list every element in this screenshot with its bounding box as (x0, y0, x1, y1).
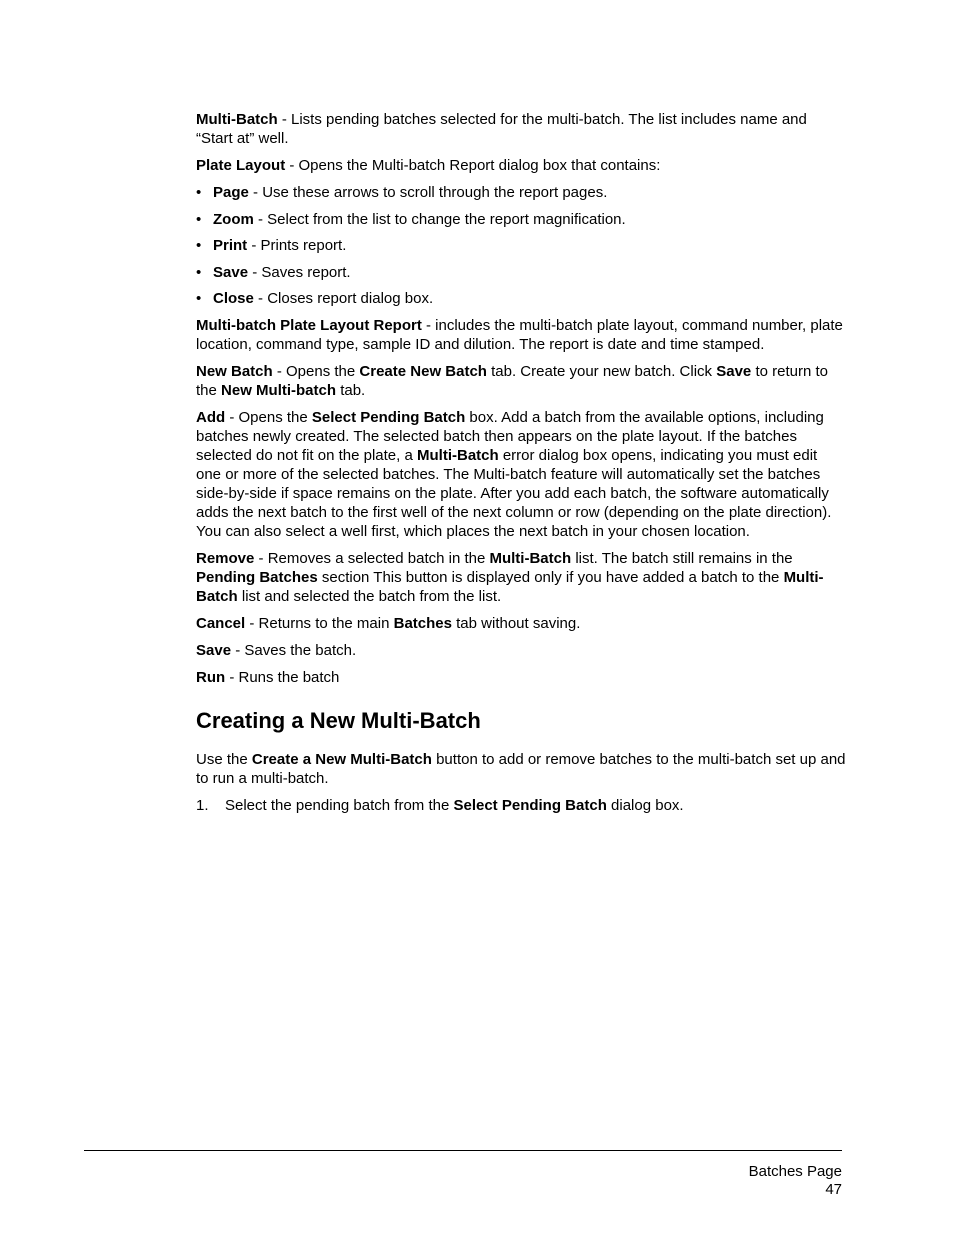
def-report (196, 316, 846, 354)
bold-run: New Multi-batch (221, 382, 337, 399)
section-intro (196, 750, 846, 788)
text-run: error dialog box opens, indicating you must edit one or more of the selected batches. The Multi-batch feature will automatically set the batches side-by-side if space remains on the plate. After you add each batch, the software automatically adds the next batch to the first well of the next column or row (depending on the plate direction). You can also select a well first, which places the next batch in your chosen location. (196, 447, 832, 540)
term: Add (196, 409, 226, 426)
def-plate-layout (196, 156, 846, 175)
page-number: 47 (825, 1181, 842, 1198)
def-save (196, 641, 846, 660)
bold-run: Multi-Batch (417, 447, 499, 464)
text-run: dialog box. (606, 797, 684, 814)
definition-text: - Lists pending batches selected for the multi-batch. The list includes name and “Start at” well. (196, 111, 807, 147)
term: Print (213, 237, 248, 254)
text-run: to return to the (196, 363, 828, 399)
list-item (196, 210, 846, 229)
text-run: - Removes a selected batch in the (254, 550, 490, 567)
term: Save (196, 642, 232, 659)
text-run: button to add or remove batches to the multi-batch set up and to run a multi-batch. (196, 751, 846, 787)
term: Multi-batch Plate Layout Report (196, 317, 422, 334)
text-run: - Opens the (225, 409, 312, 426)
list-item (196, 183, 846, 202)
def-new-batch (196, 362, 846, 400)
definition-text: - Opens the Multi-batch Report dialog box that contains: (285, 157, 661, 174)
term: Close (213, 290, 254, 307)
bold-run: Select Pending Batch (311, 409, 466, 426)
text-run: list and selected the batch from the list. (237, 588, 502, 605)
term: Remove (196, 550, 255, 567)
bold-run: Create a New Multi-Batch (251, 751, 432, 768)
definition-text: - Runs the batch (225, 669, 340, 686)
term: Cancel (196, 615, 246, 632)
definition-text: - Select from the list to change the report magnification. (253, 210, 626, 228)
steps-list (196, 796, 846, 815)
text-run: - Opens the (272, 363, 360, 380)
def-multi-batch (196, 110, 846, 148)
text-run: list. The batch still remains in the (571, 550, 793, 567)
term: Page (213, 184, 249, 201)
text-run: tab. (336, 382, 366, 399)
text-run: Use the (196, 751, 252, 768)
bullet-icon: • (196, 210, 202, 228)
text-run: tab without saving. (451, 615, 581, 632)
text-run: tab. Create your new batch. Click (486, 363, 717, 380)
bold-run: Save (716, 363, 752, 380)
bullet-icon: • (196, 184, 202, 201)
bullet-icon: • (196, 290, 202, 307)
definition-text: - Saves the batch. (231, 642, 357, 659)
term: Zoom (213, 210, 254, 228)
report-dialog-options (196, 183, 846, 308)
bold-run: Batches (393, 615, 452, 632)
page-footer (749, 1163, 842, 1199)
term: Run (196, 669, 226, 686)
list-item (196, 289, 846, 308)
bold-run: Create New Batch (359, 363, 487, 380)
text-run: - Returns to the main (245, 615, 394, 632)
definition-text: - Closes report dialog box. (253, 290, 434, 307)
bold-run: Pending Batches (196, 569, 318, 586)
definition-text: - Saves report. (248, 263, 351, 281)
text-run: Select the pending batch from the (225, 797, 454, 814)
list-item (196, 236, 846, 255)
text-run: box. Add a batch from the available options, including batches newly created. The selected batch then appears on the plate layout. If the batches selected do not fit on the plate, a (196, 409, 824, 464)
footer-divider (84, 1150, 842, 1151)
bold-run: Select Pending Batch (453, 797, 607, 814)
term: Multi-Batch (196, 111, 278, 128)
text-run: section This button is displayed only if you have added a batch to the (317, 569, 784, 586)
term: New Batch (196, 363, 273, 380)
def-cancel (196, 614, 846, 633)
bullet-icon: • (196, 237, 202, 254)
definition-text: - includes the multi-batch plate layout, command number, plate location, command type, sample ID and dilution. The report is date and time stamped. (196, 317, 843, 353)
bold-run: Multi-Batch (196, 569, 824, 605)
bullet-icon: • (196, 263, 202, 281)
def-add (196, 408, 846, 541)
step-number: 1. (196, 797, 209, 814)
list-item (196, 263, 846, 282)
section-heading: Creating a New Multi-Batch (196, 708, 481, 733)
bold-run: Multi-Batch (489, 550, 572, 567)
term: Save (213, 263, 249, 281)
def-run (196, 668, 846, 687)
document-body (196, 110, 846, 815)
step-item (196, 796, 846, 815)
term: Plate Layout (196, 157, 286, 174)
footer-label: Batches Page (748, 1163, 842, 1180)
def-remove (196, 549, 846, 606)
definition-text: - Use these arrows to scroll through the report pages. (248, 184, 608, 201)
definition-text: - Prints report. (247, 237, 347, 254)
